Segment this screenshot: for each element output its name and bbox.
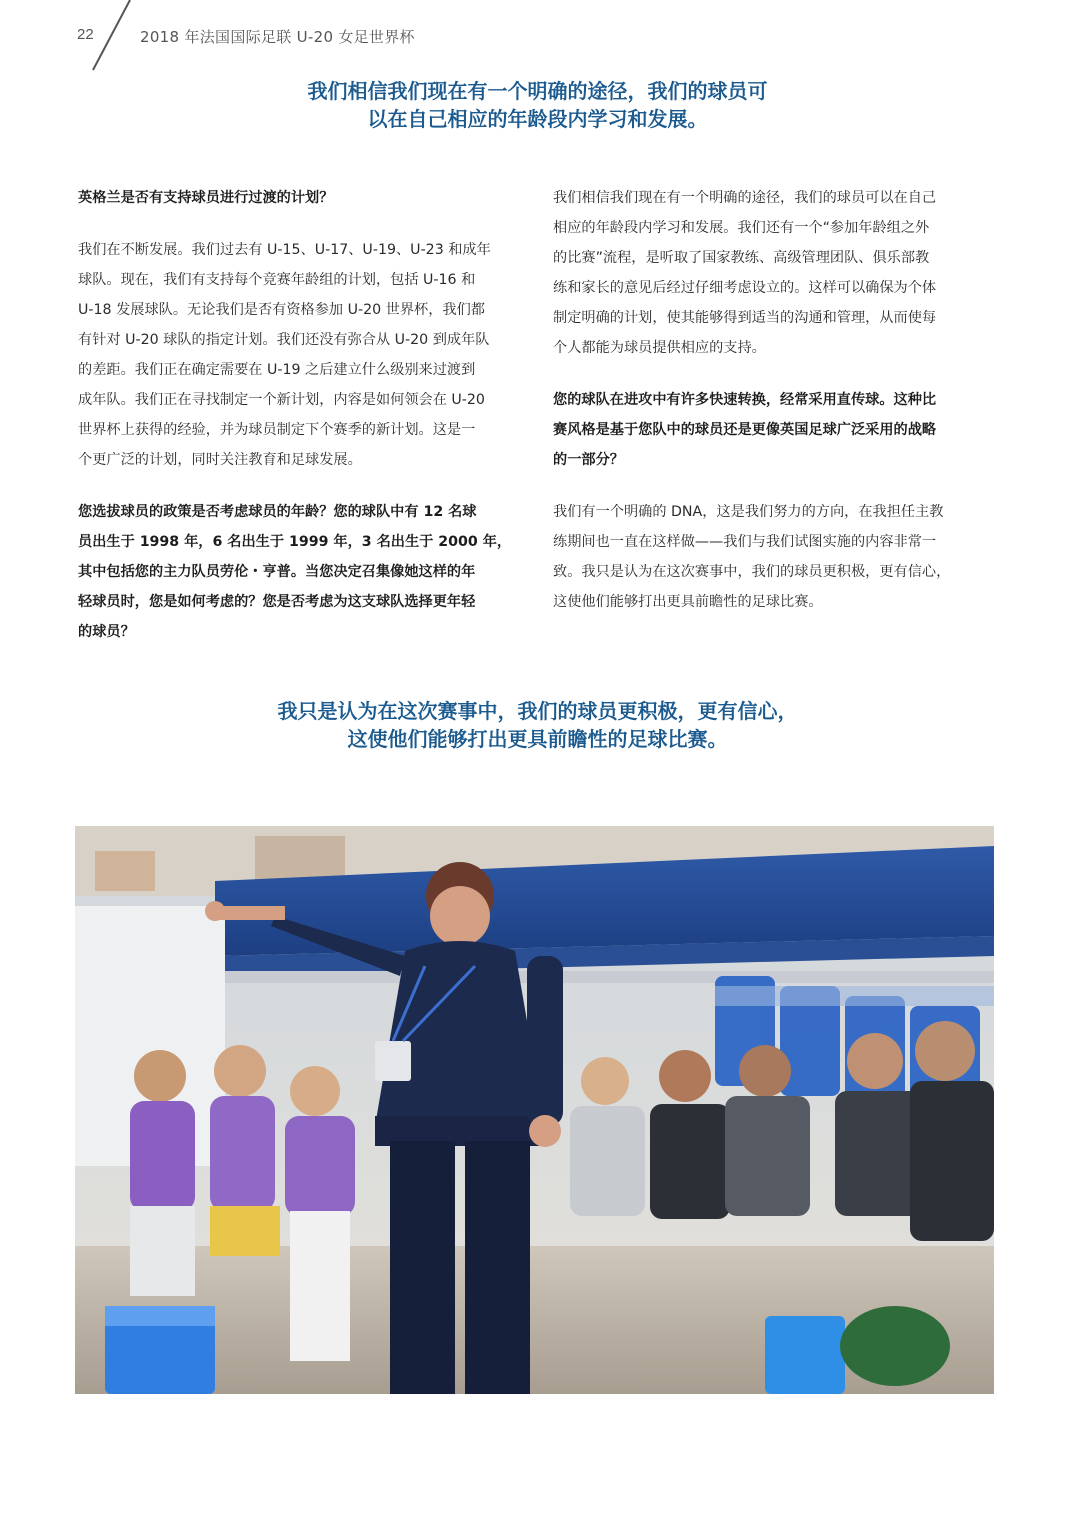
header-slash-divider [85, 0, 135, 75]
answer-transition-plan: 我们在不断发展。我们过去有 U-15、U-17、U-19、U-23 和成年 球队。现在，我们有支持每个竞赛年龄组的计划，包括 U-16 和 U-18 发展球队。无论我们是否有资格参加 U-20 世界杯，我们都 有针对 U-20 球队的指定计划。我们还没有弥合从 U-20 到成年队 的差距。我们正在确定需要在 U-19 之后建立什么级别来过渡到 成年队。我们正在寻找制定一个新计划，内容是如何领会在 U-20 世界杯上获得的经验，并为球员制定下个赛季的新计划。这是一 个更广泛的计划，同时关注教育和足球发展。 [78, 242, 491, 468]
pull-quote-bottom [0, 697, 1075, 753]
answer-playing-style: 我们有一个明确的 DNA，这是我们努力的方向，在我担任主教 练期间也一直在这样做——我们与我们试图实施的内容非常一 致。我只是认为在这次赛事中，我们的球员更积极，更有信心， 这使他们能够打出更具前瞻性的足球比赛。 [553, 504, 951, 610]
right-column [553, 183, 999, 639]
pull-quote-bottom-line1: 我只是认为在这次赛事中，我们的球员更积极，更有信心， [277, 699, 798, 723]
team-bench-photo [75, 826, 994, 1394]
photo-illustration [75, 826, 994, 1394]
page-number: 22 [77, 26, 94, 43]
left-column [78, 183, 524, 669]
question-transition-plan: 英格兰是否有支持球员进行过渡的计划？ [78, 190, 334, 206]
pull-quote-top-line1: 我们相信我们现在有一个明确的途径，我们的球员可 [307, 79, 768, 103]
answer-player-age: 我们相信我们现在有一个明确的途径，我们的球员可以在自己 相应的年龄段内学习和发展。我们还有一个“参加年龄组之外 的比赛”流程，是听取了国家教练、高级管理团队、俱乐部教 练和家长的意见后经过仔细考虑设立的。这样可以确保为个体 制定明确的计划，使其能够得到适当的沟通和管理，从而使每 个人都能为球员提供相应的支持。 [553, 190, 937, 356]
pull-quote-top-line2: 以在自己相应的年龄段内学习和发展。 [367, 107, 708, 131]
pull-quote-top [0, 77, 1075, 133]
page-header [0, 0, 1075, 80]
question-playing-style: 您的球队在进攻中有许多快速转换，经常采用直传球。这种比 赛风格是基于您队中的球员还是更像英国足球广泛采用的战略 的一部分？ [553, 392, 937, 468]
pull-quote-bottom-line2: 这使他们能够打出更具前瞻性的足球比赛。 [347, 727, 728, 751]
question-player-age: 您选拔球员的政策是否考虑球员的年龄？您的球队中有 12 名球 员出生于 1998 年，6 名出生于 1999 年，3 名出生于 2000 年， 其中包括您的主力队员劳伦・亨普。当您决定召集像她这样的年 轻球员时，您是如何考虑的？您是否考虑为这支球队选择更年轻 的球员？ [78, 504, 512, 640]
running-title: 2018 年法国国际足联 U-20 女足世界杯 [140, 28, 415, 46]
